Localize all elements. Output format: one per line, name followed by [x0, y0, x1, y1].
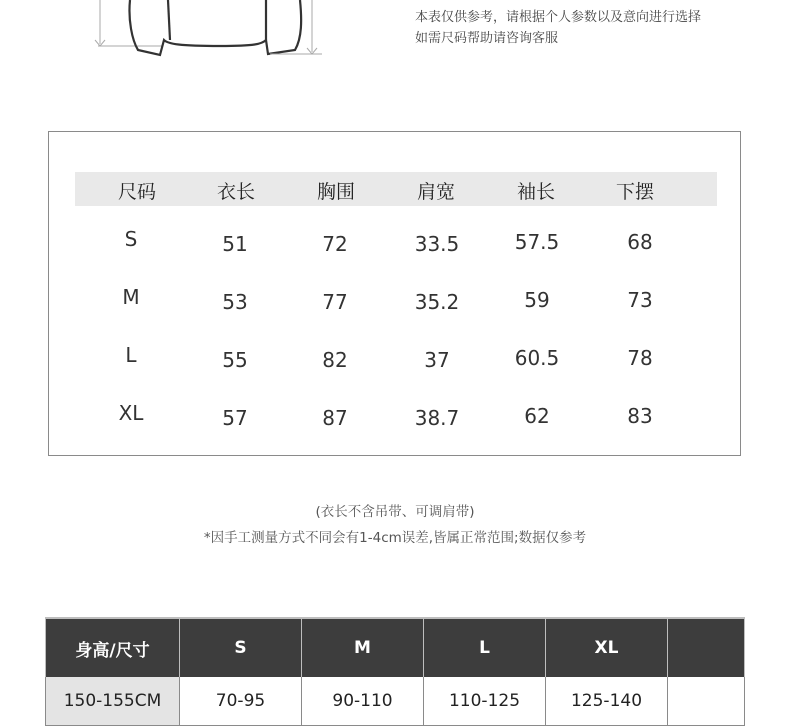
table-cell: 57.5 [514, 230, 560, 254]
table-header: L [424, 618, 546, 677]
table-cell: 33.5 [414, 232, 460, 256]
reference-note-line-1: 本表仅供参考，请根据个人参数以及意向进行选择 [415, 10, 702, 25]
size-chart [48, 131, 741, 456]
size-chart-header: 衣长 [216, 181, 255, 203]
table-header: 身高/尺寸 [46, 618, 180, 677]
table-cell: 35.2 [414, 290, 460, 314]
table-cell: 70-95 [180, 677, 302, 726]
table-cell: 62 [524, 404, 550, 428]
table-header: M [302, 618, 424, 677]
table-cell: 60.5 [514, 346, 560, 370]
table-cell: 90-110 [302, 677, 424, 726]
size-chart-header: 尺码 [117, 181, 156, 203]
table-cell: 55 [222, 348, 248, 372]
height-range-cell: 150-155CM [46, 677, 180, 726]
table-cell: 53 [222, 290, 248, 314]
table-cell: 37 [424, 348, 450, 372]
table-cell: 110-125 [424, 677, 546, 726]
measurement-disclaimer: *因手工测量方式不同会有1-4cm误差,皆属正常范围;数据仅参考 [203, 530, 587, 546]
length-note: (衣长不含吊带、可调肩带) [315, 504, 475, 520]
table-cell: 59 [524, 288, 550, 312]
size-chart-header: 下摆 [615, 181, 654, 203]
table-cell: 78 [627, 346, 653, 370]
table-cell: 38.7 [414, 406, 460, 430]
table-cell: 57 [222, 406, 248, 430]
size-chart-header: 胸围 [316, 181, 355, 203]
table-header: XL [546, 618, 668, 677]
table-header [668, 618, 745, 677]
table-cell: 125-140 [546, 677, 668, 726]
reference-note-line-2: 如需尺码帮助请咨询客服 [415, 31, 559, 46]
size-label: M [122, 285, 140, 309]
table-cell: 51 [222, 232, 248, 256]
table-cell: 68 [627, 230, 653, 254]
table-cell: 73 [627, 288, 653, 312]
size-label: XL [118, 401, 144, 425]
table-header-row [46, 618, 745, 677]
table-cell: 77 [322, 290, 348, 314]
garment-sketch [90, 0, 330, 62]
size-chart-header: 肩宽 [416, 181, 455, 203]
table-cell: 72 [322, 232, 348, 256]
table-row [46, 677, 745, 726]
size-chart-header: 袖长 [516, 181, 555, 203]
height-size-table [45, 617, 745, 726]
table-cell [668, 677, 745, 726]
table-cell: 83 [627, 404, 653, 428]
reference-note [415, 7, 701, 49]
size-label: S [124, 227, 138, 251]
table-header: S [180, 618, 302, 677]
table-cell: 82 [322, 348, 348, 372]
size-label: L [125, 343, 137, 367]
table-cell: 87 [322, 406, 348, 430]
